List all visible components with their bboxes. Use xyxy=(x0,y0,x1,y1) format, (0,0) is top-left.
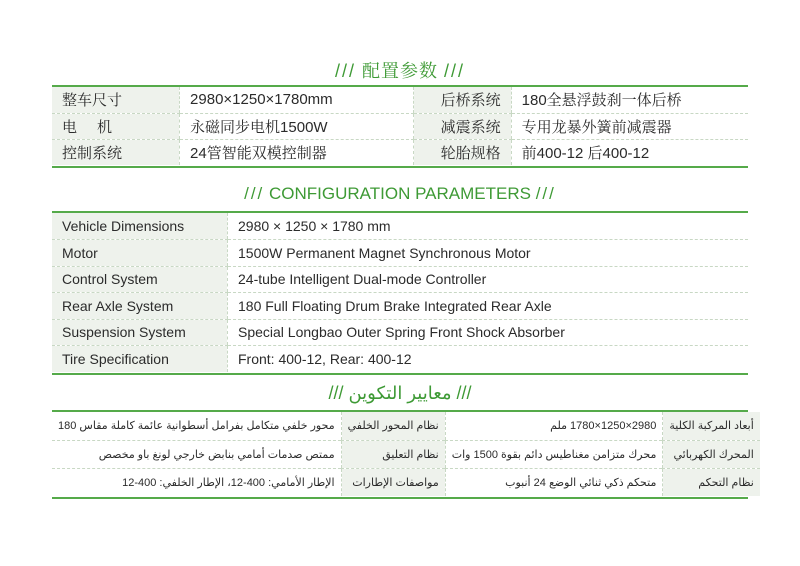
spec-value: 2980×1250×1780mm xyxy=(180,87,414,113)
table-row xyxy=(52,468,760,496)
spec-value: 永磁同步电机1500W xyxy=(180,113,414,139)
spec-value: 24-tube Intelligent Dual-mode Controller xyxy=(228,266,749,293)
spec-value: الإطار الأمامي: 400-12، الإطار الخلفي: 400-12 xyxy=(52,468,341,496)
spec-label: المحرك الكهربائي xyxy=(663,440,760,468)
english-table-bottom-rule xyxy=(52,373,748,375)
spec-label: Tire Specification xyxy=(52,346,228,373)
table-row xyxy=(52,240,748,267)
spec-label: 轮胎规格 xyxy=(414,139,511,165)
spec-value: محرك متزامن مغناطيس دائم بقوة 1500 وات xyxy=(445,440,663,468)
chinese-title-text: 配置参数 xyxy=(362,61,438,81)
title-slashes-left: /// xyxy=(244,184,265,203)
spec-label: Control System xyxy=(52,266,228,293)
spec-label: نظام التحكم xyxy=(663,468,760,496)
spec-value: محور خلفي متكامل بفرامل أسطوانية عائمة كاملة مقاس 180 xyxy=(52,412,341,440)
title-slashes-left: /// xyxy=(334,61,356,81)
table-row xyxy=(52,293,748,320)
spec-label: 整车尺寸 xyxy=(52,87,180,113)
english-spec-table xyxy=(52,213,748,372)
table-row xyxy=(52,266,748,293)
spec-value: 专用龙暴外簧前减震器 xyxy=(511,113,748,139)
arabic-title-text: معايير التكوين xyxy=(348,383,452,403)
spec-label: أبعاد المركبة الكلية xyxy=(663,412,760,440)
spec-label: Rear Axle System xyxy=(52,293,228,320)
arabic-table-bottom-rule xyxy=(52,497,748,499)
spec-label: 后桥系统 xyxy=(414,87,511,113)
spec-label: Suspension System xyxy=(52,319,228,346)
spec-value: 前400-12 后400-12 xyxy=(511,139,748,165)
table-row xyxy=(52,139,748,165)
spec-value: ممتص صدمات أمامي بنابض خارجي لونغ باو مخصص xyxy=(52,440,341,468)
table-row xyxy=(52,87,748,113)
table-row xyxy=(52,346,748,373)
table-row xyxy=(52,412,760,440)
spec-value: 2980 × 1250 × 1780 mm xyxy=(228,213,749,240)
spec-value: 24管智能双模控制器 xyxy=(180,139,414,165)
chinese-spec-table xyxy=(52,87,748,165)
table-row xyxy=(52,113,748,139)
english-title-text: CONFIGURATION PARAMETERS xyxy=(269,184,531,203)
spec-value: Special Longbao Outer Spring Front Shock Absorber xyxy=(228,319,749,346)
title-slashes-right: /// xyxy=(444,61,466,81)
table-row xyxy=(52,319,748,346)
arabic-spec-table xyxy=(52,412,760,496)
spec-value: 2980×1250×1780 ملم xyxy=(445,412,663,440)
spec-value: 180 Full Floating Drum Brake Integrated Rear Axle xyxy=(228,293,749,320)
title-slashes-right: /// xyxy=(535,184,556,203)
chinese-section-title xyxy=(0,57,800,83)
table-row xyxy=(52,213,748,240)
arabic-section-title xyxy=(0,383,800,404)
spec-label: نظام المحور الخلفي xyxy=(341,412,445,440)
title-slashes-right: /// xyxy=(456,383,472,403)
spec-label: نظام التعليق xyxy=(341,440,445,468)
spec-label: مواصفات الإطارات xyxy=(341,468,445,496)
chinese-table-bottom-rule xyxy=(52,166,748,168)
spec-value: متحكم ذكي ثنائي الوضع 24 أنبوب xyxy=(445,468,663,496)
spec-label: 减震系统 xyxy=(414,113,511,139)
spec-label: 电机 xyxy=(52,113,180,139)
spec-value: 1500W Permanent Magnet Synchronous Motor xyxy=(228,240,749,267)
table-row xyxy=(52,440,760,468)
spec-value: 180全悬浮鼓刹一体后桥 xyxy=(511,87,748,113)
spec-label: Vehicle Dimensions xyxy=(52,213,228,240)
spec-label: Motor xyxy=(52,240,228,267)
spec-value: Front: 400-12, Rear: 400-12 xyxy=(228,346,749,373)
spec-label: 控制系统 xyxy=(52,139,180,165)
title-slashes-left: /// xyxy=(328,383,344,403)
english-section-title xyxy=(0,184,800,204)
